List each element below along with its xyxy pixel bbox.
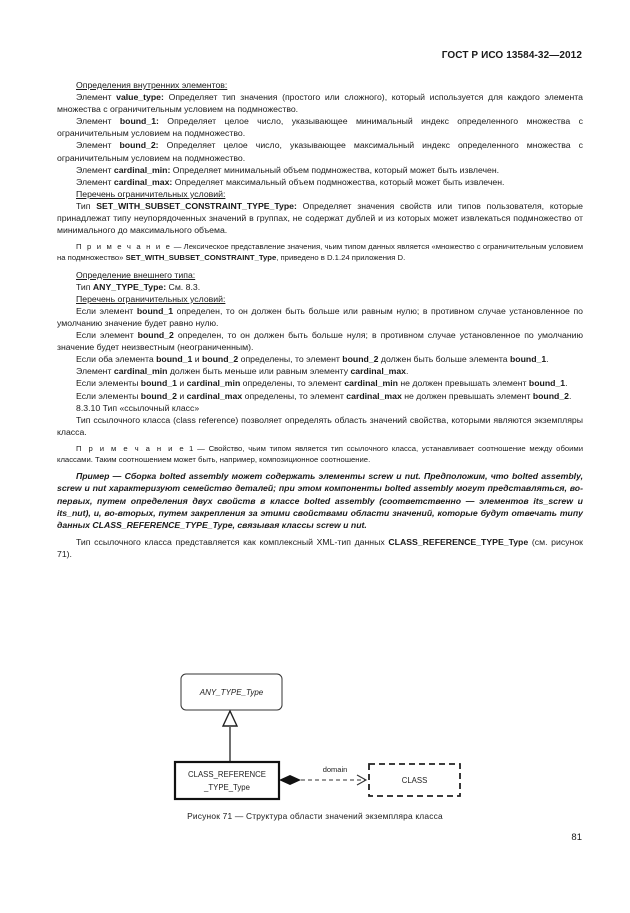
class-reference-box bbox=[175, 762, 279, 799]
constraint-1: Если элемент bound_1 определен, то он должен быть больше или равным нулю; в противном случае установленное по умолчанию значение будет равно нулю. bbox=[57, 305, 583, 328]
document-code: ГОСТ Р ИСО 13584-32—2012 bbox=[441, 50, 582, 61]
figure-caption: Рисунок 71 — Структура области значений экземпляра класса bbox=[187, 811, 443, 821]
def-cardinal-max: Элемент cardinal_max: Определяет максимальный объем подмножества, который может быть извлечен. bbox=[76, 176, 505, 187]
external-def-any-type: Тип ANY_TYPE_Type: См. 8.3. bbox=[76, 281, 201, 292]
section-title: 8.3.10 Тип «ссылочный класс» bbox=[76, 402, 200, 413]
constraint-set-with-subset: Тип SET_WITH_SUBSET_CONSTRAINT_TYPE_Type: Определяет значения свойств или типов пользователя, которые принадлежат типу неупорядоченных значений в группах, не содержат дублей и из которых может извлекаться подмножество от минимального до максимального объема. bbox=[57, 200, 583, 236]
external-def-heading: Определение внешнего типа: bbox=[76, 269, 196, 280]
constraints-heading-1: Перечень ограничительных условий: bbox=[76, 188, 226, 199]
def-bound-1: Элемент bound_1: Определяет целое число, указывающее минимальный индекс определенного множества с ограничительным условием на подмножество. bbox=[57, 116, 583, 139]
class-reference-label-1: CLASS_REFERENCE bbox=[188, 770, 266, 779]
note-lexical: П р и м е ч а н и е — Лексическое представление значения, чьим типом данных является «множество с ограничительным условием на подмножество» SET_WITH_SUBSET_CONSTRAINT_Type, приведено в D.1.24 приложения D. bbox=[57, 242, 584, 263]
note-relation: П р и м е ч а н и е 1 — Свойство, чьим типом является тип ссылочного класса, устанавливает соотношение между обоими классами. Таким соотношением может быть, например, композиционное соотношение. bbox=[57, 443, 583, 465]
inheritance-arrow-icon bbox=[223, 711, 237, 726]
def-cardinal-min: Элемент cardinal_min: Определяет минимальный объем подмножества, который может быть извлечен. bbox=[76, 164, 500, 175]
constraint-3: Если оба элемента bound_1 и bound_2 определены, то элемент bound_2 должен быть больше элемента bound_1. bbox=[76, 354, 549, 365]
xml-type-text: Тип ссылочного класса представляется как комплексный XML-тип данных CLASS_REFERENCE_TYPE_Type (см. рисунок 71). bbox=[57, 536, 583, 559]
class-reference-label-2: _TYPE_Type bbox=[204, 783, 250, 792]
internal-defs-heading: Определения внутренних элементов: bbox=[76, 80, 228, 90]
constraint-5: Если элементы bound_1 и cardinal_min определены, то элемент cardinal_min не должен превышать элемент bound_1. bbox=[76, 378, 568, 389]
domain-label: domain bbox=[322, 765, 348, 774]
section-text: Тип ссылочного класса (class reference) позволяет определять область значений свойства, которыми являются экземпляры класса. bbox=[57, 414, 583, 437]
constraints-heading-2: Перечень ограничительных условий: bbox=[76, 293, 226, 304]
constraint-2: Если элемент bound_2 определен, то он должен быть больше нуля; в противном случае установленное по умолчанию значение будет неизвестным (неограниченным). bbox=[57, 330, 583, 353]
class-label: CLASS bbox=[401, 776, 428, 785]
def-value-type: Элемент value_type: Определяет тип значения (простого или сложного), который используется для каждого элемента множества с ограничительным условием на подмножество. bbox=[57, 92, 583, 115]
def-bound-2: Элемент bound_2: Определяет целое число, указывающее максимальный индекс определенного множества с ограничительным условием на подмножество. bbox=[57, 140, 583, 163]
composition-diamond-icon bbox=[279, 775, 301, 785]
any-type-label: ANY_TYPE_Type bbox=[199, 688, 264, 697]
constraint-4: Элемент cardinal_min должен быть меньше или равным элементу cardinal_max. bbox=[76, 366, 409, 377]
example-bolted-assembly: Пример — Сборка bolted assembly может содержать элементы screw и nut. Предположим, что bolted assembly, screw и nut характеризуют семейство деталей; при этом компоненты bolted assembly могут представляться, во-первых, путем определения двух свойств в классе bolted assembly (соответственно — элементов its_screw и its_nut), и, во-вторых, путем закрепления за этими свойствами области значений, которые будут отвечать типу данных CLASS_REFERENCE_TYPE_Type, связывая классы screw и nut. bbox=[57, 471, 583, 530]
page-number: 81 bbox=[571, 832, 582, 843]
constraint-6: Если элементы bound_2 и cardinal_max определены, то элемент cardinal_max не должен превышать элемент bound_2. bbox=[76, 390, 572, 401]
